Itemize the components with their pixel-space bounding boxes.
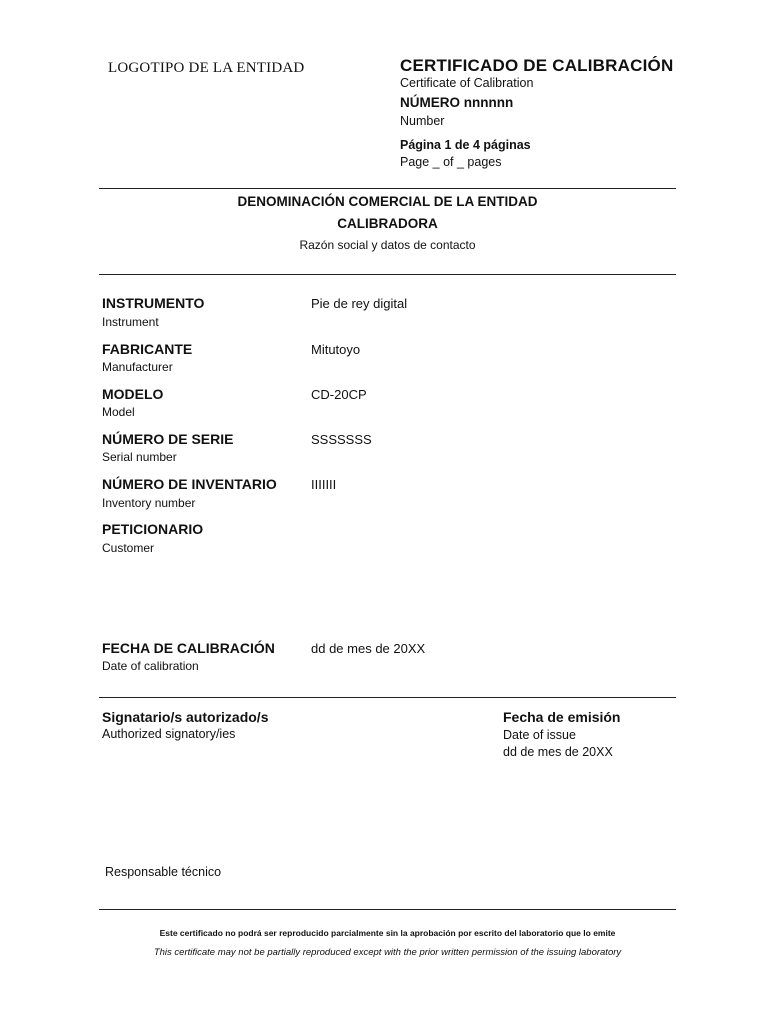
field-label-customer: PETICIONARIO <box>102 521 204 537</box>
issue-date-en: Date of issue <box>503 728 576 742</box>
field-label-model-en: Model <box>102 405 135 419</box>
field-label-serial-number-en: Serial number <box>102 450 177 464</box>
entity-subtitle: Razón social y datos de contacto <box>299 238 476 252</box>
authorized-signatories-en: Authorized signatory/ies <box>102 727 236 741</box>
field-label-inventory-number: NÚMERO DE INVENTARIO <box>102 476 277 492</box>
certificate-number-en: Number <box>400 114 445 128</box>
page-counter: Página 1 de 4 páginas <box>400 138 531 152</box>
issue-date-value: dd de mes de 20XX <box>503 745 613 759</box>
technical-responsible: Responsable técnico <box>105 865 222 879</box>
divider-entity <box>99 274 676 275</box>
field-value-inventory-number: IIIIIII <box>311 477 337 492</box>
field-value-instrument: Pie de rey digital <box>311 296 408 311</box>
entity-logo-placeholder: LOGOTIPO DE LA ENTIDAD <box>108 60 305 76</box>
entity-name-line2: CALIBRADORA <box>337 216 438 231</box>
field-value-manufacturer: Mitutoyo <box>311 342 361 357</box>
field-label-customer-en: Customer <box>102 541 155 555</box>
certificate-title-en: Certificate of Calibration <box>400 76 534 90</box>
field-label-inventory-number-en: Inventory number <box>102 496 196 510</box>
divider-fields <box>99 697 676 698</box>
field-label-manufacturer-en: Manufacturer <box>102 360 173 374</box>
field-label-serial-number: NÚMERO DE SERIE <box>102 431 234 447</box>
divider-footer <box>99 909 676 910</box>
certificate-title: CERTIFICADO DE CALIBRACIÓN <box>400 56 674 75</box>
issue-date-title: Fecha de emisión <box>503 709 621 725</box>
field-label-instrument: INSTRUMENTO <box>102 295 205 311</box>
footer-note-en: This certificate may not be partially reproduced except with the prior written permission of the issuing laboratory <box>153 947 622 958</box>
entity-name-line1: DENOMINACIÓN COMERCIAL DE LA ENTIDAD <box>237 194 538 209</box>
field-label-model: MODELO <box>102 386 164 402</box>
field-label-calibration-date: FECHA DE CALIBRACIÓN <box>102 640 275 656</box>
page-counter-en: Page _ of _ pages <box>400 155 502 169</box>
authorized-signatories-title: Signatario/s autorizado/s <box>102 709 269 725</box>
field-value-serial-number: SSSSSSS <box>311 432 372 447</box>
field-value-model: CD-20CP <box>311 387 367 402</box>
field-label-instrument-en: Instrument <box>102 315 159 329</box>
field-label-manufacturer: FABRICANTE <box>102 341 193 357</box>
footer-note-es: Este certificado no podrá ser reproducido parcialmente sin la aprobación por escrito del laboratorio que lo emite <box>159 928 616 938</box>
field-label-calibration-date-en: Date of calibration <box>102 659 199 673</box>
field-value-calibration-date: dd de mes de 20XX <box>311 641 426 656</box>
certificate-number: NÚMERO nnnnnn <box>400 95 514 110</box>
divider-header <box>99 188 676 189</box>
